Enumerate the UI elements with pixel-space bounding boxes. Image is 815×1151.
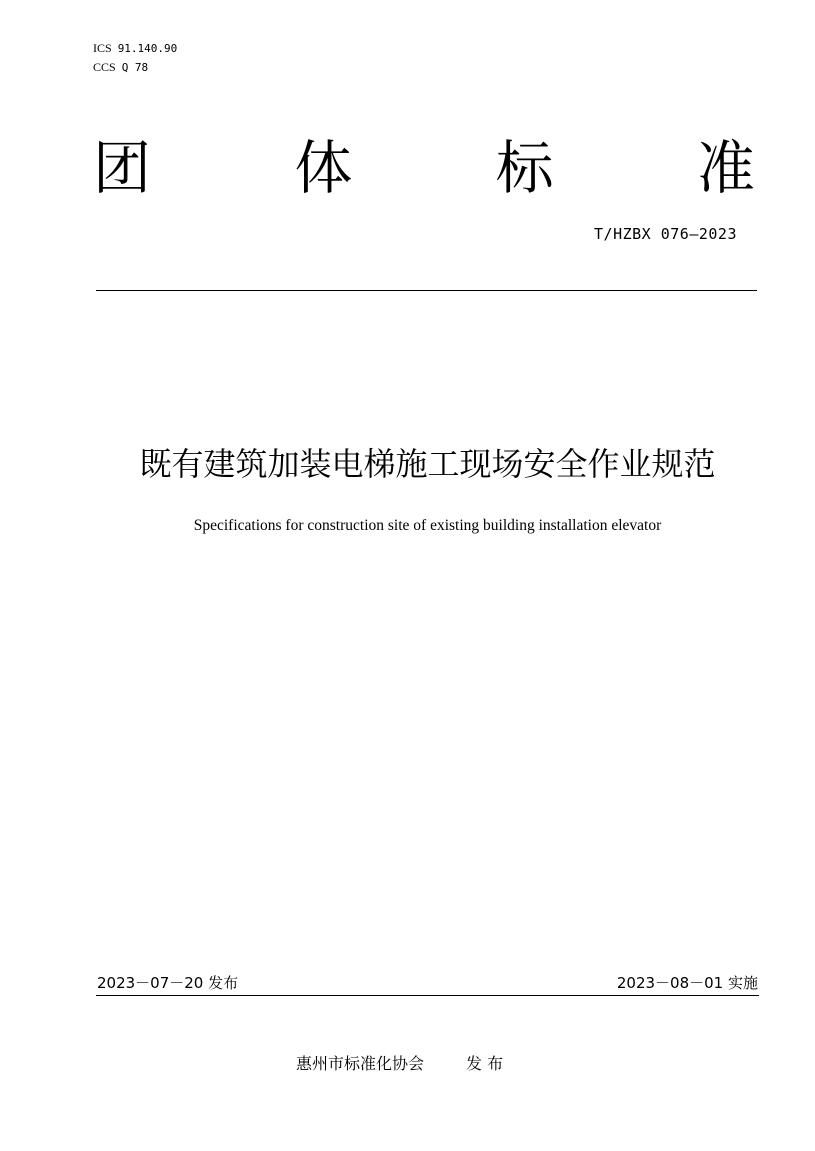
ccs-label: CCS: [93, 60, 116, 74]
header-divider: [96, 290, 757, 291]
standard-type-char: 标: [495, 134, 554, 202]
standard-type-char: 体: [294, 134, 353, 202]
standard-type-heading: [93, 128, 755, 208]
publisher-name: 惠州市标准化协会: [296, 1054, 425, 1073]
ccs-row: [93, 58, 177, 77]
implementation-date: 2023－08－01 实施: [616, 974, 758, 992]
standard-type-char: 团: [93, 134, 152, 202]
standard-type-char: 准: [696, 134, 755, 202]
document-title-chinese: 既有建筑加装电梯施工现场安全作业规范: [139, 445, 716, 483]
document-title-english: Specifications for construction site of existing building installation elevator: [193, 517, 662, 534]
publisher-line: [296, 1053, 503, 1075]
publisher-action: 发 布: [466, 1054, 504, 1073]
ics-label: ICS: [93, 41, 112, 55]
ics-row: [93, 39, 177, 58]
release-date: 2023－07－20 发布: [97, 974, 239, 992]
ics-value: 91.140.90: [117, 42, 178, 55]
standard-number: T/HZBX 076—2023: [594, 225, 737, 243]
classification-codes: [93, 39, 177, 77]
footer-divider: [96, 995, 759, 996]
ccs-value: Q 78: [121, 61, 149, 74]
